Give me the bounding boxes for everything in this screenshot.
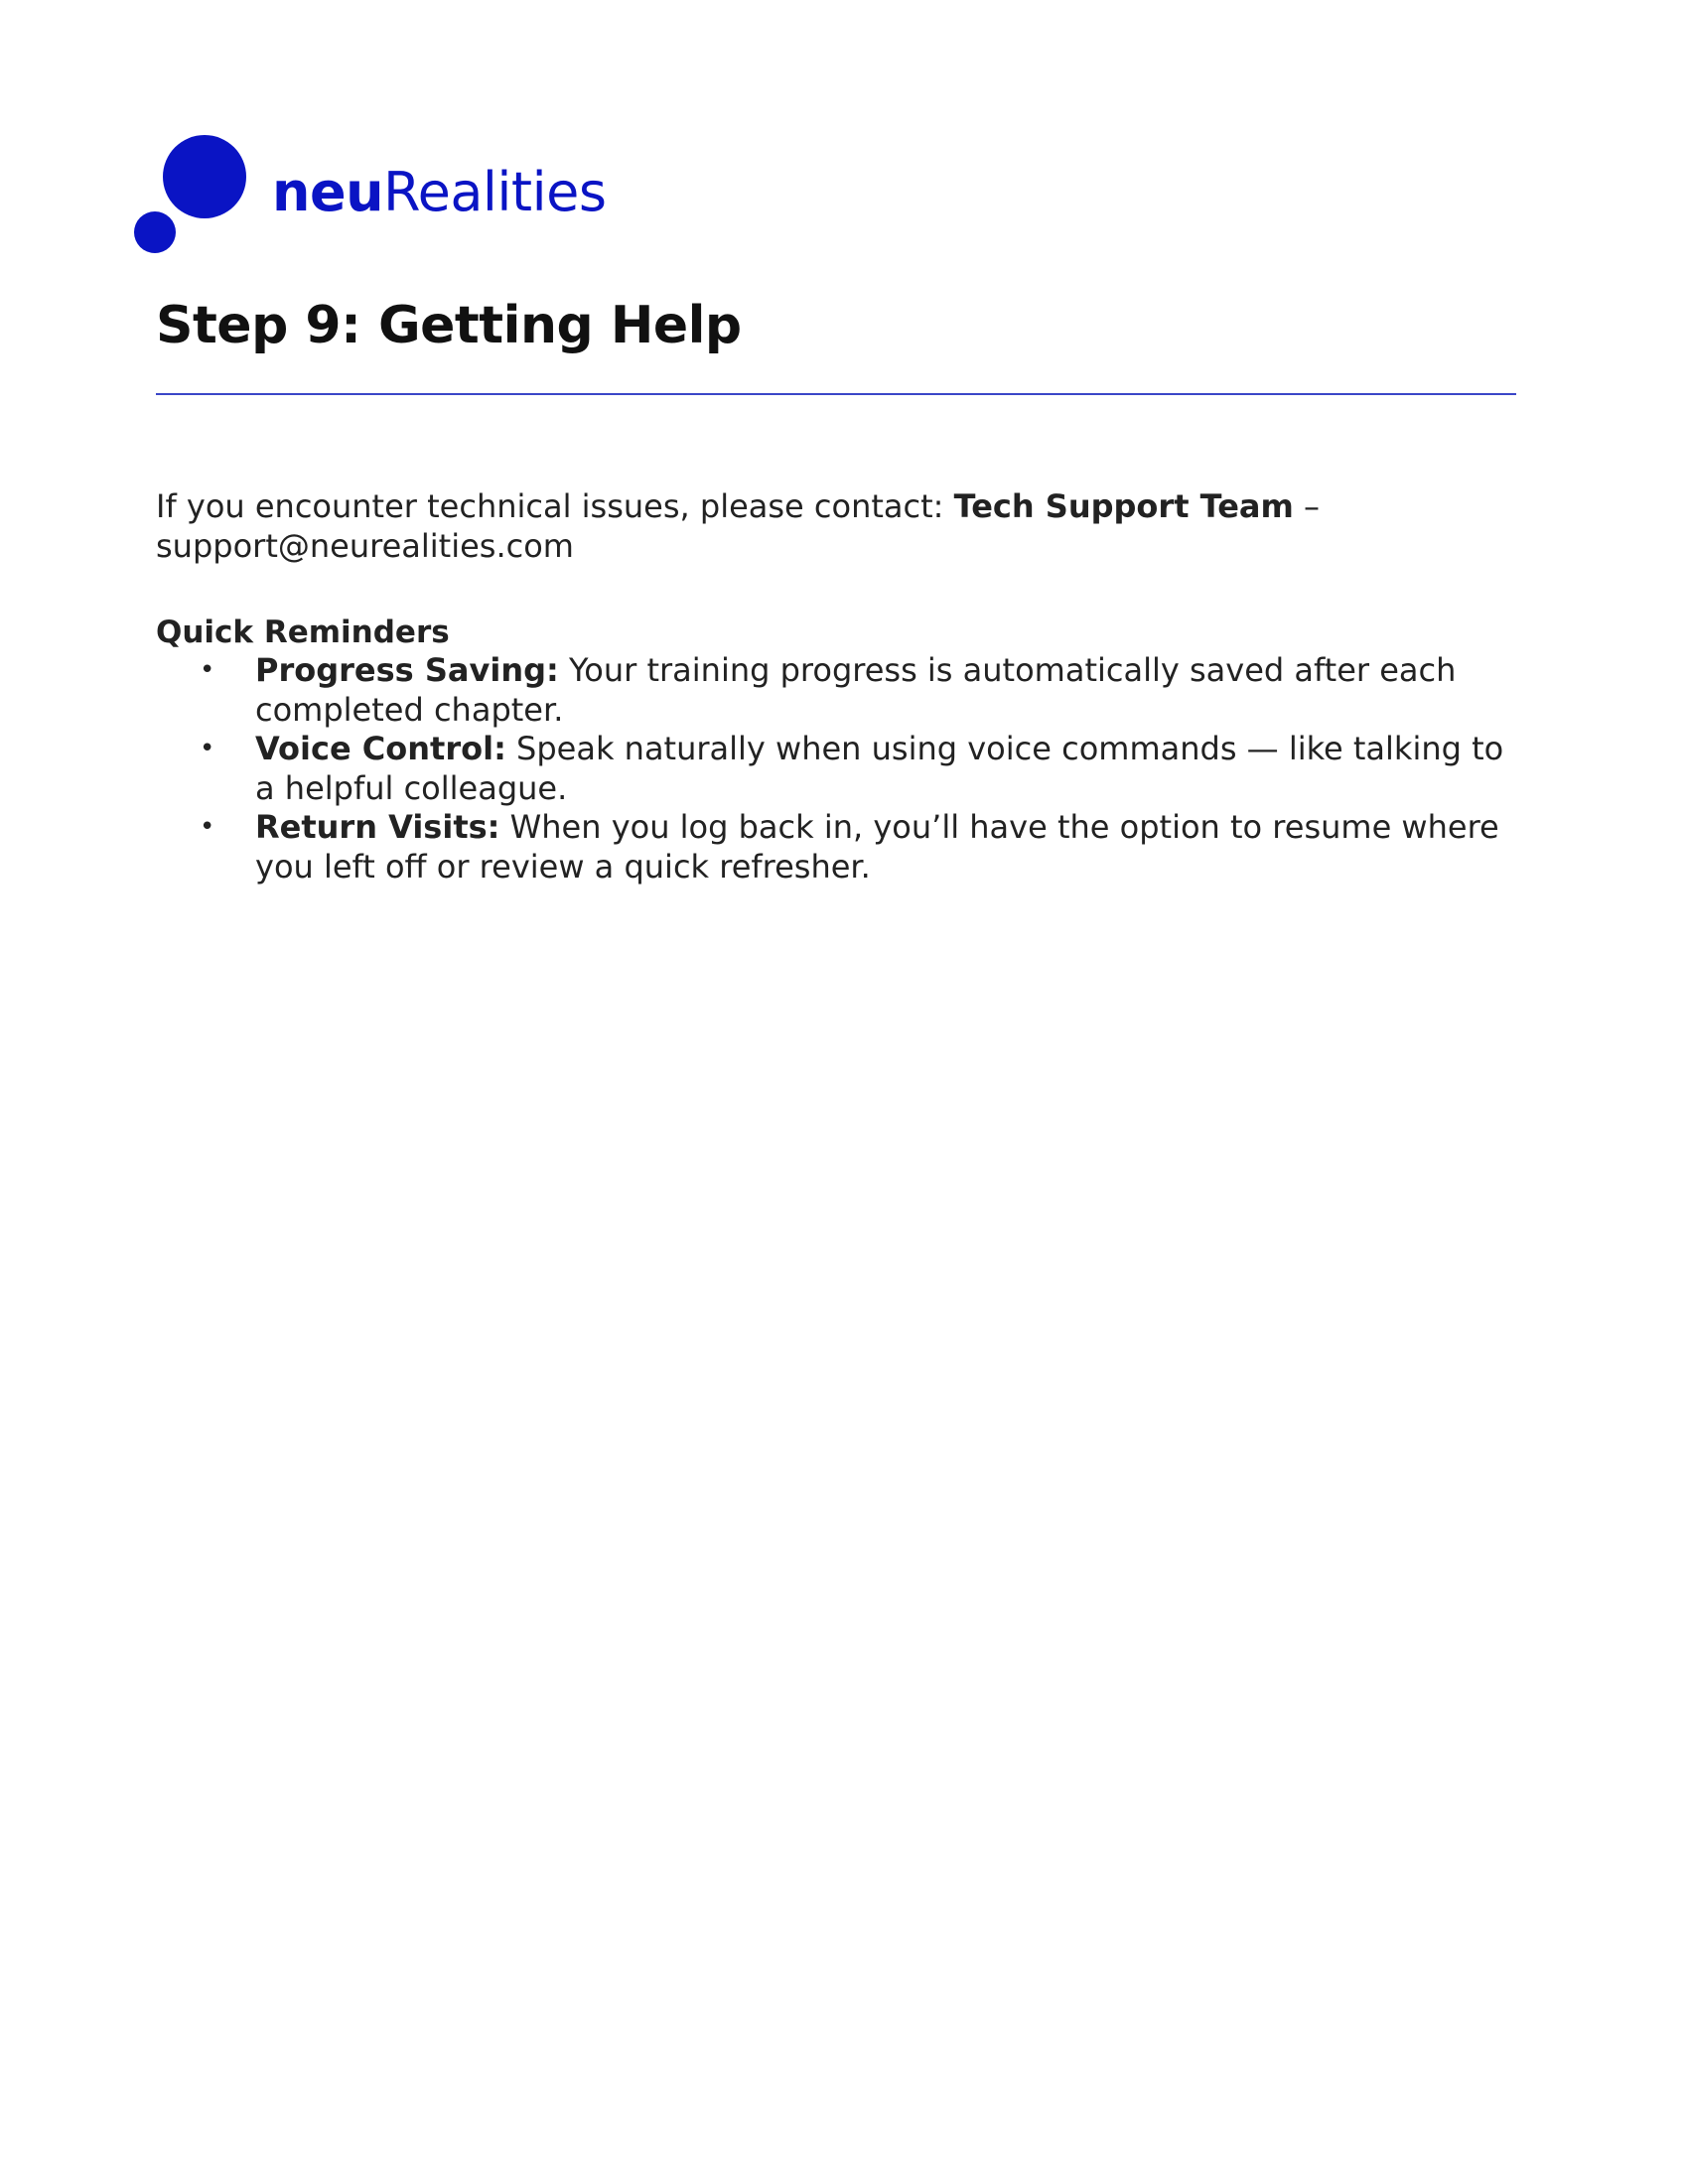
contact-intro: If you encounter technical issues, please contact: (156, 487, 954, 525)
page-title: Step 9: Getting Help (156, 296, 742, 355)
reminder-text: Speak naturally when using voice commands — like talking to a helpful colleague. (255, 730, 1504, 807)
bullet-icon: • (200, 655, 215, 685)
reminders-list (156, 651, 1526, 887)
contact-paragraph (156, 486, 1526, 566)
brand-name-bold: neu (272, 161, 384, 223)
brand-name-light: Realities (383, 161, 607, 223)
contact-team: Tech Support Team (953, 487, 1294, 525)
list-item (200, 651, 1526, 730)
reminder-label: Progress Saving: (255, 651, 559, 689)
reminder-label: Return Visits: (255, 808, 500, 846)
logo-circles-icon (133, 135, 252, 254)
bullet-icon: • (200, 734, 215, 763)
list-item (200, 730, 1526, 808)
contact-separator: – (1293, 487, 1321, 525)
brand-logo (133, 135, 649, 254)
list-item (200, 808, 1526, 887)
reminders-heading: Quick Reminders (156, 614, 450, 650)
bullet-icon: • (200, 812, 215, 842)
reminder-text: When you log back in, you’ll have the option to resume where you left off or review a quick refresher. (255, 808, 1499, 886)
reminder-text: Your training progress is automatically saved after each completed chapter. (255, 651, 1457, 729)
reminder-label: Voice Control: (255, 730, 506, 767)
title-divider (156, 393, 1516, 395)
contact-email: support@neurealities.com (156, 527, 574, 565)
brand-wordmark (272, 161, 606, 224)
